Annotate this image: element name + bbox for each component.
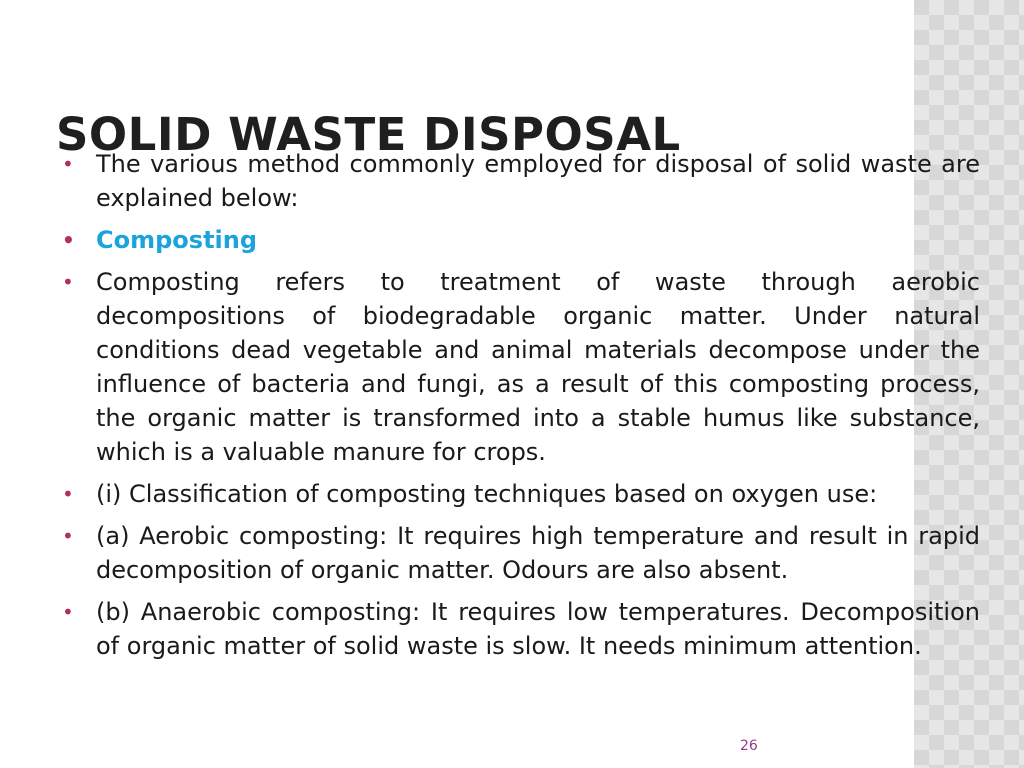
bullet-classification: • (i) Classification of composting techniques based on oxygen use: bbox=[62, 477, 980, 511]
slide-title: SOLID WASTE DISPOSAL bbox=[56, 108, 681, 161]
bullet-anaerobic: • (b) Anaerobic composting: It requires low temperatures. Decomposition of organic matter of solid waste is slow. It needs minimum attention. bbox=[62, 595, 980, 663]
bullet-list bbox=[62, 147, 980, 671]
page-number: 26 bbox=[740, 738, 758, 754]
bullet-composting-definition: • Composting refers to treatment of waste through aerobic decompositions of biodegradable organic matter. Under natural conditions dead vegetable and animal materials decompose under the influence of bacteria and fungi, as a result of this composting process, the organic matter is transformed into a stable humus like substance, which is a valuable manure for crops. bbox=[62, 265, 980, 469]
bullet-aerobic: • (a) Aerobic composting: It requires high temperature and result in rapid decomposition of organic matter. Odours are also absent. bbox=[62, 519, 980, 587]
bullet-composting-heading: • Composting bbox=[62, 223, 980, 257]
bullet-intro: • The various method commonly employed for disposal of solid waste are explained below: bbox=[62, 147, 980, 215]
